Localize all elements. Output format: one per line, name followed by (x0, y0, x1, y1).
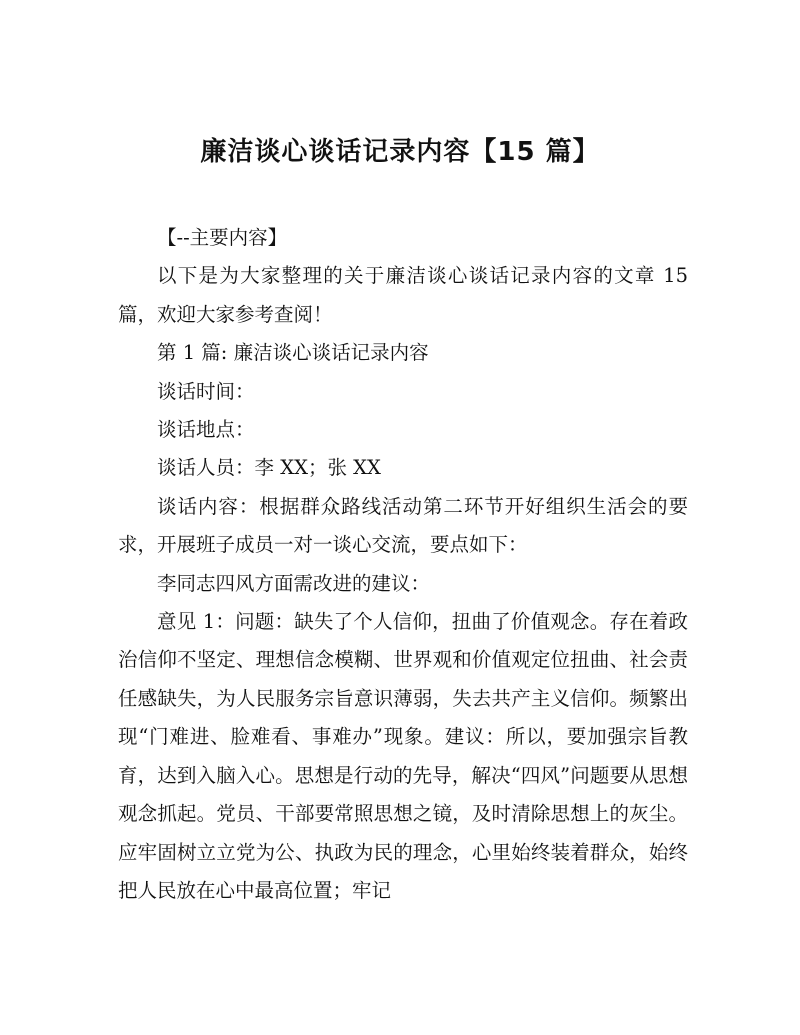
suggestions-heading: 李同志四风方面需改进的建议： (157, 571, 431, 595)
document-body (118, 219, 688, 910)
section-heading: 第 1 篇: 廉洁谈心谈话记录内容 (157, 341, 429, 365)
talk-time: 谈话时间： (157, 379, 255, 403)
intro-paragraph: 以下是为大家整理的关于廉洁谈心谈话记录内容的文章 15 篇，欢迎大家参考查阅！ (118, 264, 688, 326)
talk-content: 谈话内容：根据群众路线活动第二环节开好组织生活会的要求，开展班子成员一对一谈心交流，要点如下： (118, 494, 688, 557)
talk-participants: 谈话人员：李 XX；张 XX (157, 456, 381, 480)
talk-location: 谈话地点： (157, 418, 255, 442)
summary-heading: 【--主要内容】 (157, 226, 288, 249)
document-title: 廉洁谈心谈话记录内容【15 篇】 (200, 137, 600, 167)
opinion-paragraph: 意见 1：问题：缺失了个人信仰，扭曲了价值观念。存在着政治信仰不坚定、理想信念模糊、世界观和价值观定位扭曲、社会责任感缺失，为人民服务宗旨意识薄弱，失去共产主义信仰。频繁出现“门难进、脸难看、事难办”现象。建议：所以，要加强宗旨教育，达到入脑入心。思想是行动的先导，解决“四风”问题要从思想观念抓起。党员、干部要常照思想之镜，及时清除思想上的灰尘。应牢固树立立党为公、执政为民的理念，心里始终装着群众，始终把人民放在心中最高位置；牢记 (118, 610, 688, 902)
